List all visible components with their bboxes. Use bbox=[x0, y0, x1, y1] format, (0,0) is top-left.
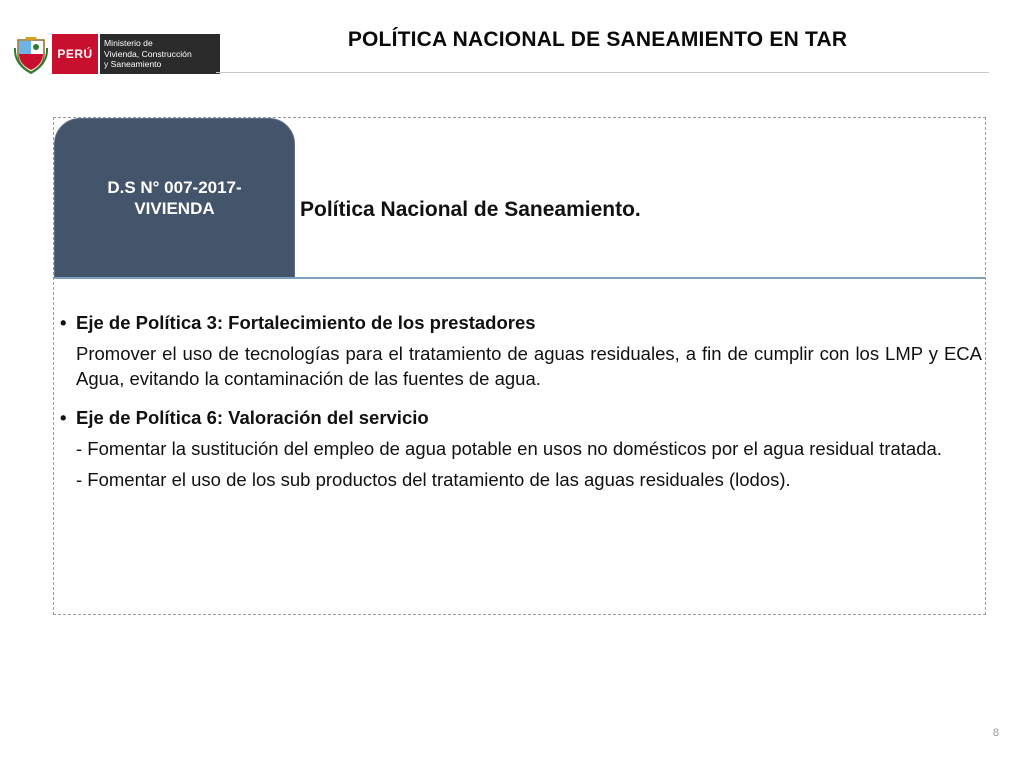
coat-of-arms-icon bbox=[14, 34, 48, 74]
ministry-logo bbox=[14, 34, 220, 74]
bullet-icon: • bbox=[60, 407, 67, 428]
policy-heading bbox=[60, 310, 982, 335]
policy-heading-text: Eje de Política 6: Valoración del servicio bbox=[76, 407, 429, 428]
decree-tag bbox=[54, 118, 295, 278]
tag-divider bbox=[54, 277, 986, 279]
country-label: PERÚ bbox=[52, 34, 100, 74]
ministry-name bbox=[100, 34, 220, 74]
page-number: 8 bbox=[992, 727, 999, 739]
policy-paragraph: - Fomentar la sustitución del empleo de agua potable en usos no domésticos por el agua residual tratada. bbox=[76, 438, 942, 459]
policy-heading bbox=[60, 405, 982, 430]
ministry-line: y Saneamiento bbox=[104, 59, 162, 70]
page-title: POLÍTICA NACIONAL DE SANEAMIENTO EN TAR bbox=[347, 28, 848, 51]
ministry-line: Ministerio de bbox=[104, 38, 153, 49]
bullet-icon: • bbox=[60, 312, 67, 333]
policy-content bbox=[60, 310, 982, 492]
policy-heading-text: Eje de Política 3: Fortalecimiento de los prestadores bbox=[76, 312, 536, 333]
policy-paragraph: - Fomentar el uso de los sub productos del tratamiento de las aguas residuales (lodos). bbox=[76, 469, 791, 490]
header-divider bbox=[216, 72, 989, 73]
ministry-line: Vivienda, Construcción bbox=[104, 48, 192, 59]
document-name: Política Nacional de Saneamiento. bbox=[300, 198, 641, 221]
policy-paragraph: Promover el uso de tecnologías para el tratamiento de aguas residuales, a fin de cumplir con los LMP y ECA Agua, evitando la contaminación de las fuentes de agua. bbox=[76, 343, 982, 389]
decree-tag-label: D.S N° 007-2017-VIVIENDA bbox=[107, 178, 242, 218]
